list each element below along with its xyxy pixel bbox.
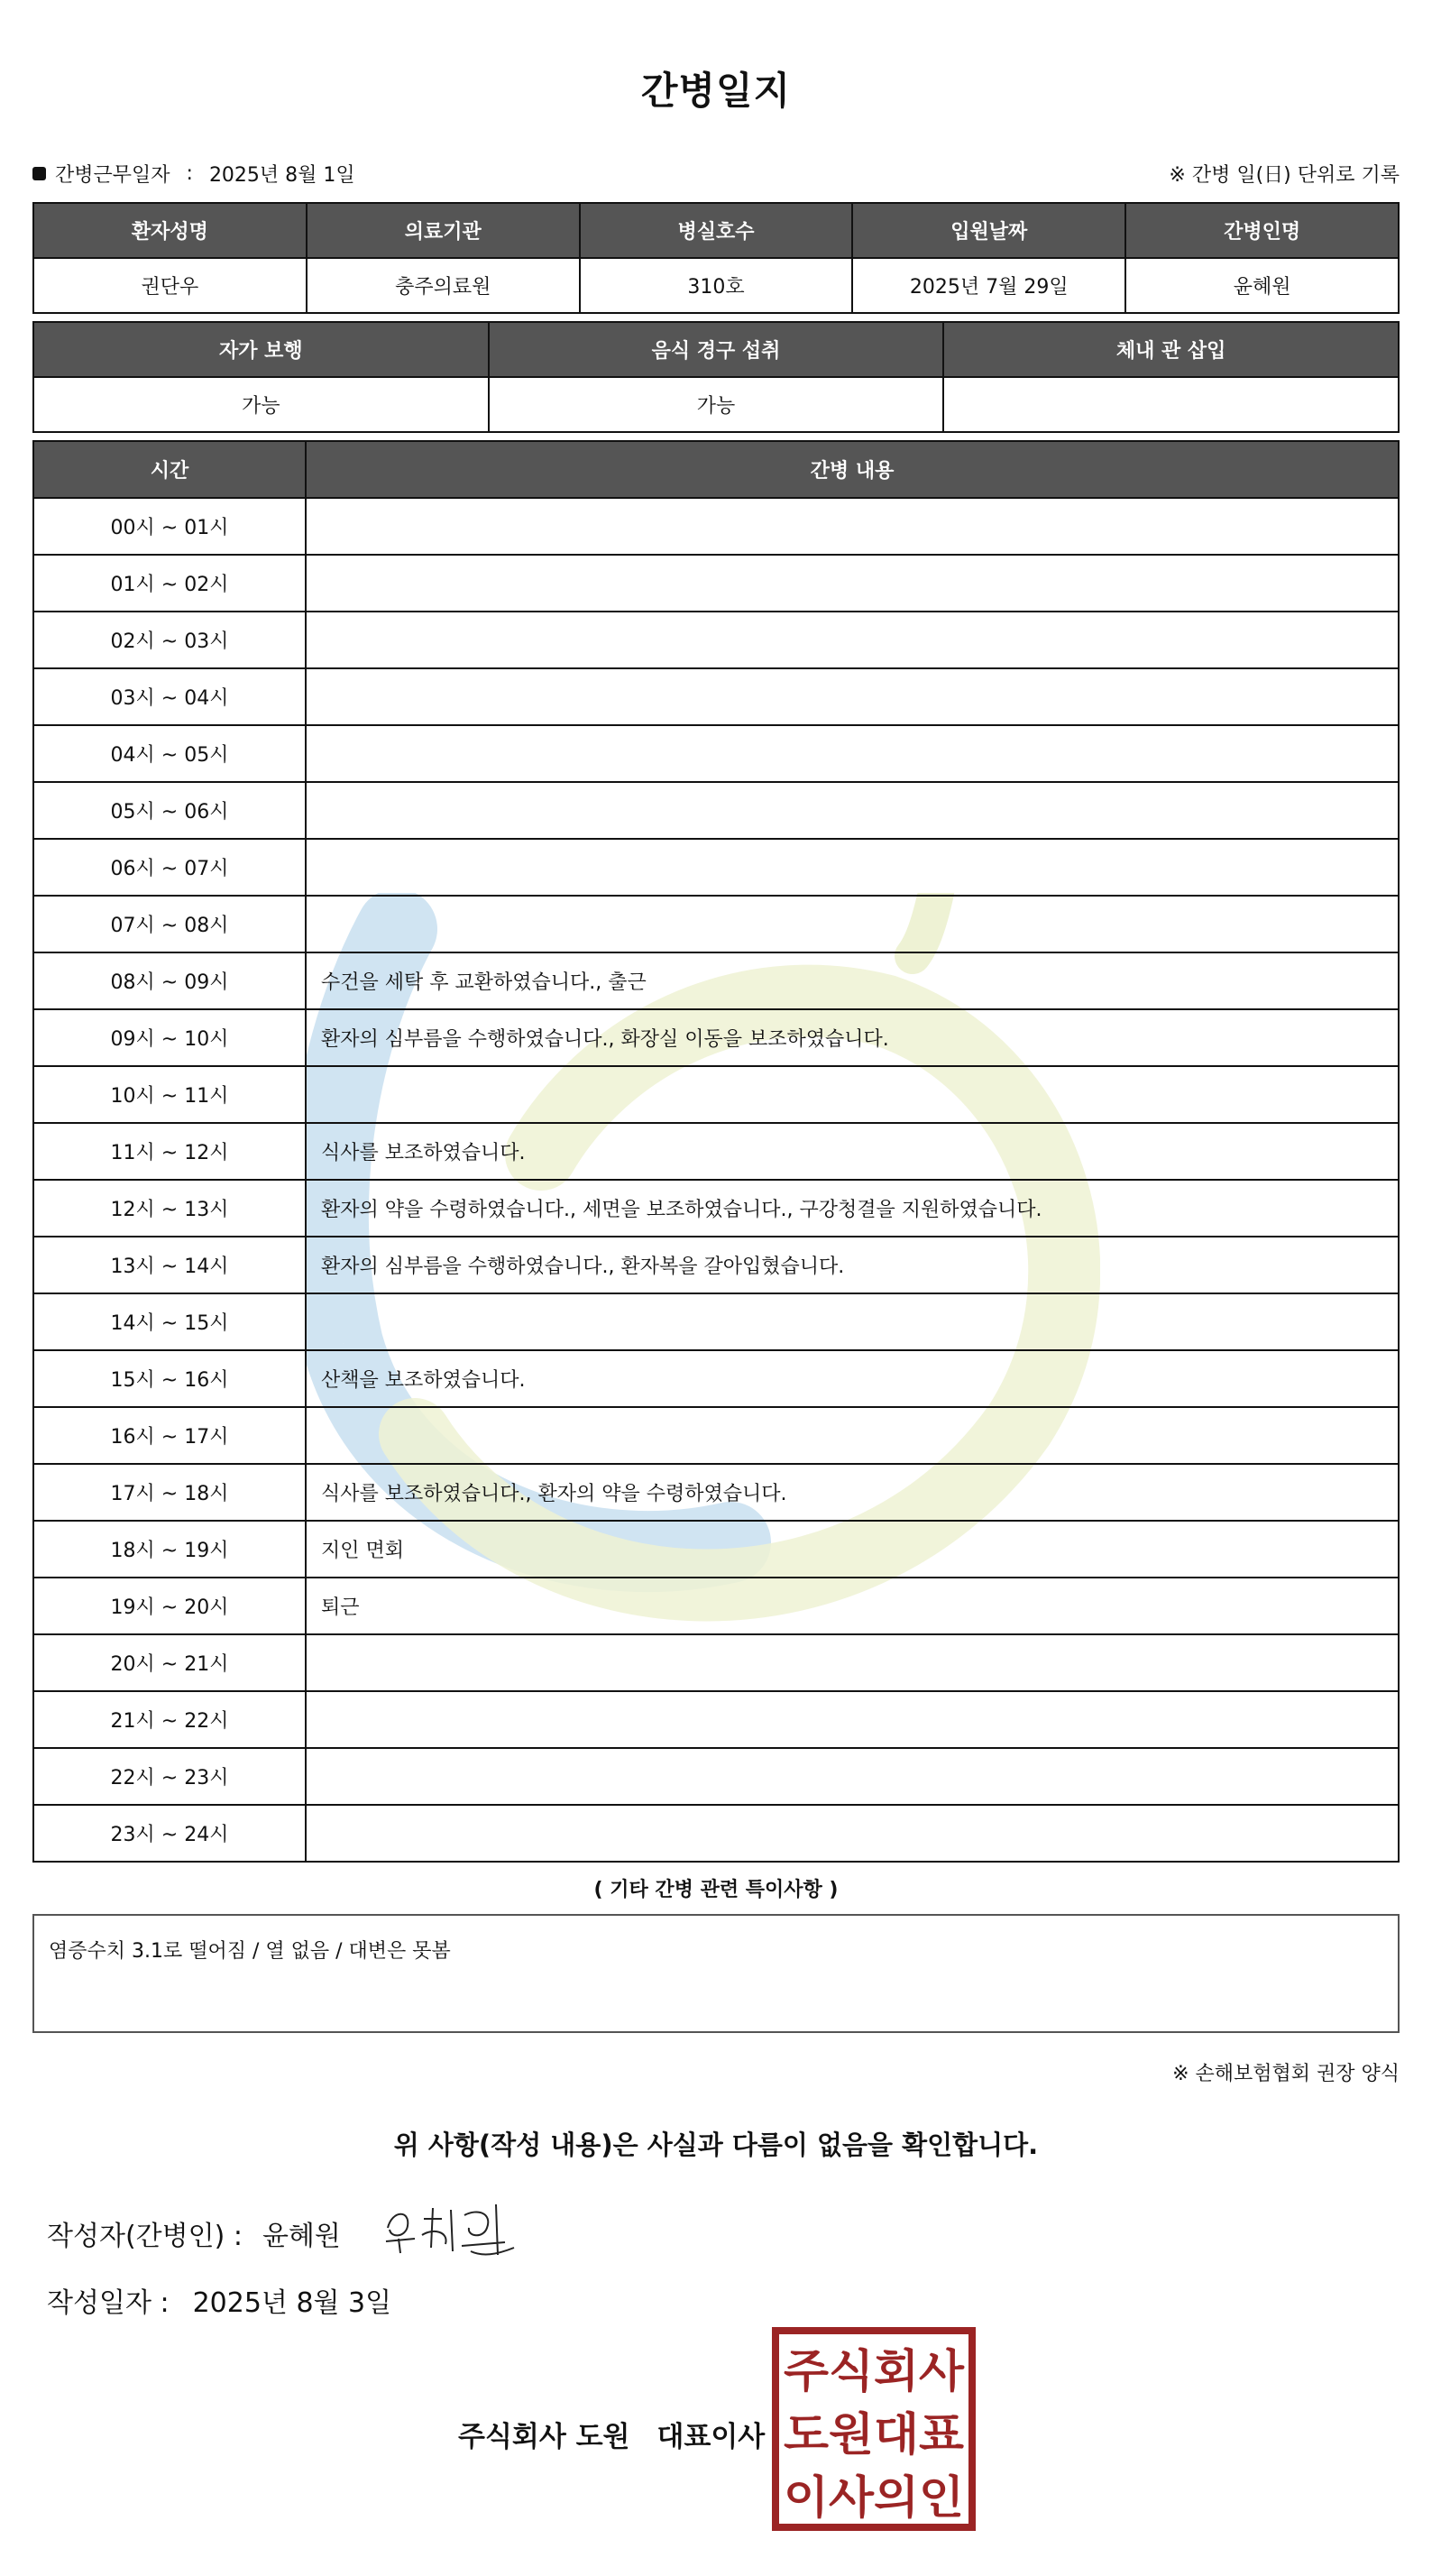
header-care-content: 간병 내용 [306, 441, 1399, 498]
patient-status-table [32, 321, 1400, 433]
care-content-cell: 식사를 보조하였습니다., 환자의 약을 수령하였습니다. [306, 1464, 1399, 1521]
record-unit-note: ※ 간병 일(日) 단위로 기록 [1169, 164, 1400, 187]
time-cell: 21시 ~ 22시 [33, 1691, 306, 1748]
time-cell: 13시 ~ 14시 [33, 1237, 306, 1293]
time-cell: 08시 ~ 09시 [33, 952, 306, 1009]
company-representative: 대표이사 [656, 2421, 766, 2453]
stamp-text-line: 도원대표 [784, 2408, 965, 2461]
header-patient-name: 환자성명 [33, 203, 307, 258]
document-title: 간병일지 [640, 69, 792, 113]
table-row [33, 1521, 1399, 1578]
work-date-value: 2025년 8월 1일 [208, 164, 355, 187]
header-caregiver: 간병인명 [1125, 203, 1399, 258]
time-cell: 03시 ~ 04시 [33, 668, 306, 725]
care-log-table [32, 440, 1400, 1863]
special-notes-box [32, 1914, 1400, 2033]
bullet-icon [32, 167, 46, 180]
table-row [33, 1805, 1399, 1862]
tube-insertion-value [943, 377, 1399, 432]
care-content-cell: 환자의 약을 수령하였습니다., 세면을 보조하였습니다., 구강청결을 지원하였습니다. [306, 1180, 1399, 1237]
table-row [33, 1123, 1399, 1180]
recommended-form-note: ※ 손해보험협회 권장 양식 [1172, 2063, 1400, 2085]
time-cell: 04시 ~ 05시 [33, 725, 306, 782]
table-row [33, 1066, 1399, 1123]
table-row [33, 1634, 1399, 1691]
time-cell: 12시 ~ 13시 [33, 1180, 306, 1237]
oral-intake-value: 가능 [489, 377, 944, 432]
table-row [33, 1293, 1399, 1350]
care-content-cell: 지인 면회 [306, 1521, 1399, 1578]
time-cell: 02시 ~ 03시 [33, 612, 306, 668]
stamp-text-line: 이사의인 [784, 2471, 964, 2524]
time-cell: 06시 ~ 07시 [33, 839, 306, 896]
table-row [33, 725, 1399, 782]
header-hospital: 의료기관 [307, 203, 580, 258]
stamp-text-line: 주식회사 [784, 2345, 965, 2397]
care-content-cell: 퇴근 [306, 1578, 1399, 1634]
care-content-cell [306, 839, 1399, 896]
handwritten-signature [379, 2192, 532, 2264]
table-row [33, 1009, 1399, 1066]
time-cell: 22시 ~ 23시 [33, 1748, 306, 1805]
patient-info-table [32, 202, 1400, 314]
time-cell: 14시 ~ 15시 [33, 1293, 306, 1350]
table-row [33, 498, 1399, 555]
care-content-cell [306, 1634, 1399, 1691]
admission-date: 2025년 7월 29일 [852, 258, 1125, 313]
written-date-value: 2025년 8월 3일 [192, 2287, 392, 2319]
care-content-cell [306, 498, 1399, 555]
time-cell: 10시 ~ 11시 [33, 1066, 306, 1123]
writer-name: 윤혜원 [262, 2221, 341, 2252]
work-date-sep: : [186, 162, 193, 185]
table-row [33, 555, 1399, 612]
special-notes-title: ( 기타 간병 관련 특이사항 ) [593, 1879, 839, 1901]
care-content-cell [306, 1293, 1399, 1350]
care-content-cell [306, 668, 1399, 725]
care-content-cell: 환자의 심부름을 수행하였습니다., 환자복을 갈아입혔습니다. [306, 1237, 1399, 1293]
time-cell: 17시 ~ 18시 [33, 1464, 306, 1521]
table-row [33, 1578, 1399, 1634]
care-content-cell: 수건을 세탁 후 교환하였습니다., 출근 [306, 952, 1399, 1009]
written-date-line [47, 2280, 391, 2320]
header-self-walking: 자가 보행 [33, 322, 489, 377]
company-line [458, 2414, 765, 2454]
header-room: 병실호수 [580, 203, 853, 258]
table-row [33, 1691, 1399, 1748]
table-row [33, 1180, 1399, 1237]
header-admission-date: 입원날짜 [852, 203, 1125, 258]
table-row [33, 1464, 1399, 1521]
time-cell: 16시 ~ 17시 [33, 1407, 306, 1464]
care-content-cell [306, 1805, 1399, 1862]
table-row [33, 839, 1399, 896]
work-date-label: 간병근무일자 [55, 164, 170, 187]
time-cell: 20시 ~ 21시 [33, 1634, 306, 1691]
table-row [33, 1350, 1399, 1407]
room-number: 310호 [580, 258, 853, 313]
time-cell: 15시 ~ 16시 [33, 1350, 306, 1407]
work-date [32, 160, 355, 188]
table-row [33, 1407, 1399, 1464]
care-content-cell: 환자의 심부름을 수행하였습니다., 화장실 이동을 보조하였습니다. [306, 1009, 1399, 1066]
table-row [33, 612, 1399, 668]
caregiver-name: 윤혜원 [1125, 258, 1399, 313]
time-cell: 01시 ~ 02시 [33, 555, 306, 612]
header-oral-intake: 음식 경구 섭취 [489, 322, 944, 377]
hospital: 충주의료원 [307, 258, 580, 313]
time-cell: 23시 ~ 24시 [33, 1805, 306, 1862]
care-content-cell: 식사를 보조하였습니다. [306, 1123, 1399, 1180]
care-content-cell [306, 896, 1399, 952]
care-content-cell: 산책을 보조하였습니다. [306, 1350, 1399, 1407]
confirmation-statement: 위 사항(작성 내용)은 사실과 다름이 없음을 확인합니다. [393, 2130, 1039, 2160]
care-content-cell [306, 782, 1399, 839]
care-content-cell [306, 1691, 1399, 1748]
header-tube-insertion: 체내 관 삽입 [943, 322, 1399, 377]
time-cell: 09시 ~ 10시 [33, 1009, 306, 1066]
table-row [33, 896, 1399, 952]
care-content-cell [306, 1748, 1399, 1805]
care-content-cell [306, 612, 1399, 668]
table-row [33, 1748, 1399, 1805]
company-seal-stamp [772, 2327, 976, 2531]
table-row [33, 668, 1399, 725]
table-row [33, 1237, 1399, 1293]
time-cell: 18시 ~ 19시 [33, 1521, 306, 1578]
time-cell: 19시 ~ 20시 [33, 1578, 306, 1634]
writer-label: 작성자(간병인) : [47, 2221, 243, 2252]
company-name: 주식회사 도원 [458, 2421, 630, 2453]
care-content-cell [306, 1407, 1399, 1464]
header-time: 시간 [33, 441, 306, 498]
writer-line [47, 2213, 341, 2253]
special-notes-text: 염증수치 3.1로 떨어짐 / 열 없음 / 대변은 못봄 [49, 1940, 451, 1963]
self-walking-value: 가능 [33, 377, 489, 432]
table-row [33, 782, 1399, 839]
time-cell: 05시 ~ 06시 [33, 782, 306, 839]
time-cell: 11시 ~ 12시 [33, 1123, 306, 1180]
written-date-label: 작성일자 : [47, 2287, 170, 2319]
table-row [33, 952, 1399, 1009]
patient-name: 권단우 [33, 258, 307, 313]
time-cell: 00시 ~ 01시 [33, 498, 306, 555]
care-content-cell [306, 555, 1399, 612]
care-content-cell [306, 725, 1399, 782]
care-content-cell [306, 1066, 1399, 1123]
time-cell: 07시 ~ 08시 [33, 896, 306, 952]
